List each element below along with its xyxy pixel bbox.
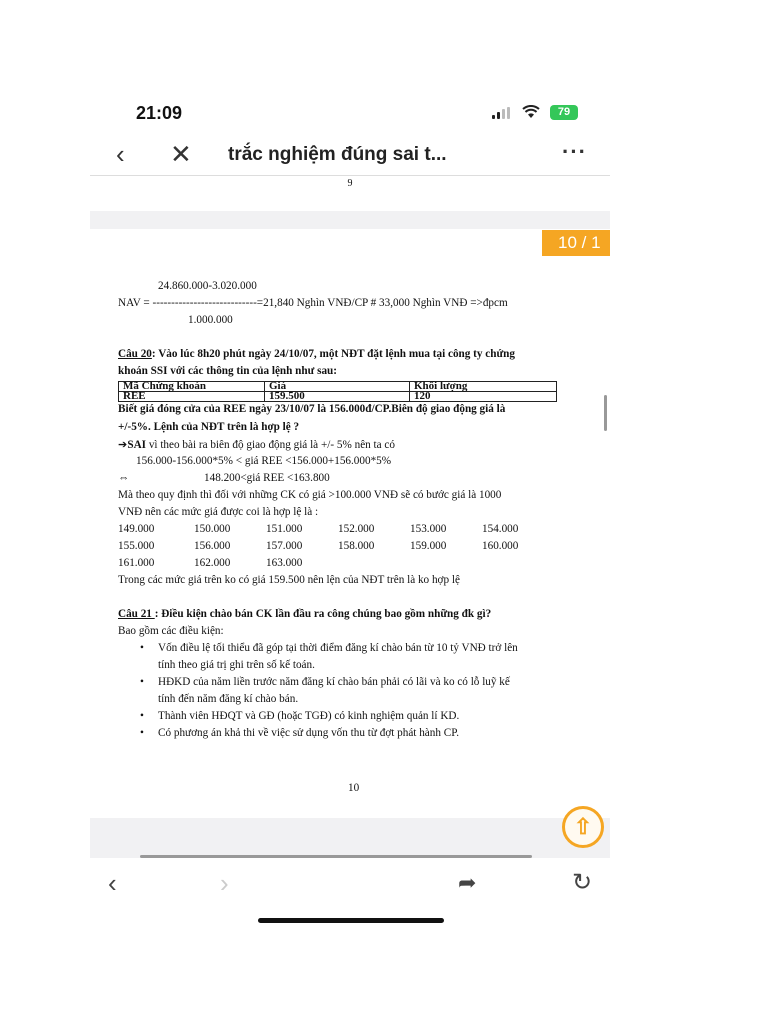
cell-ticker: REE — [119, 392, 265, 402]
scrollbar-thumb[interactable] — [604, 395, 607, 431]
bullet-icon: • — [140, 676, 144, 688]
nav-numerator: 24.860.000-3.020.000 — [158, 280, 257, 292]
table-header-row — [119, 382, 557, 392]
cell-price: 159.500 — [265, 392, 410, 402]
chevron-right-icon[interactable]: › — [220, 868, 229, 898]
price-cell: 162.000 — [194, 557, 231, 569]
price-cell: 154.000 — [482, 523, 519, 535]
header-price: Giá — [265, 382, 410, 392]
phone-screen — [90, 93, 610, 933]
price-cell: 151.000 — [266, 523, 303, 535]
price-cell: 159.000 — [410, 540, 447, 552]
bullet-2-line1: HĐKD của năm liền trước năm đăng kí chào bán phải có lãi và ko có lỗ luỹ kế — [158, 676, 510, 688]
question-20-label: Câu 20 — [118, 348, 152, 360]
question-20-line4: +/-5%. Lệnh của NĐT trên là hợp lệ ? — [118, 421, 300, 433]
home-indicator[interactable] — [258, 918, 444, 923]
question-20-text: : Vào lúc 8h20 phút ngày 24/10/07, một NĐT đặt lệnh mua tại công ty chứng — [151, 348, 515, 360]
nav-formula: NAV = ----------------------------=21,840 Nghìn VNĐ/CP # 33,000 Nghìn VNĐ =>đpcm — [118, 297, 508, 309]
page-indicator-badge: 10 / 1 — [542, 230, 610, 256]
close-icon[interactable]: ✕ — [170, 139, 192, 169]
cell-volume: 120 — [410, 392, 557, 402]
previous-page-bottom — [90, 175, 610, 212]
bullet-4: Có phương án khả thi về việc sử dụng vốn thu từ đợt phát hành CP. — [158, 727, 459, 739]
question-21-text: : Điều kiện chào bán CK lần đầu ra công chúng bao gồm những đk gì? — [154, 608, 492, 620]
bullet-2-line2: tính đến năm đăng kí chào bán. — [158, 693, 299, 705]
answer-line4: Mà theo quy định thì đối với những CK có giá >100.000 VNĐ sẽ có bước giá là 1000 — [118, 489, 502, 501]
price-cell: 163.000 — [266, 557, 303, 569]
answer-line3: 148.200<giá REE <163.800 — [204, 472, 330, 484]
header-volume: Khối lượng — [410, 382, 557, 392]
question-21-label: Câu 21 — [118, 608, 155, 620]
bullet-icon: • — [140, 710, 144, 722]
price-cell: 158.000 — [338, 540, 375, 552]
price-cell: 160.000 — [482, 540, 519, 552]
arrow-icon: ➔ — [118, 439, 128, 451]
bullet-icon: • — [140, 642, 144, 654]
price-cell: 150.000 — [194, 523, 231, 535]
order-table — [118, 381, 557, 402]
question-20-line3: Biết giá đóng cửa của REE ngày 23/10/07 là 156.000đ/CP.Biên độ giao động giá là — [118, 403, 506, 415]
price-cell: 149.000 — [118, 523, 155, 535]
header-ticker: Mã Chứng khoán — [119, 382, 265, 392]
answer-line2: 156.000-156.000*5% < giá REE <156.000+156.000*5% — [136, 455, 392, 467]
page-gap-bottom — [90, 818, 610, 858]
battery-indicator: 79 — [550, 105, 578, 120]
arrow-up-circle-icon[interactable]: ⇧ — [562, 806, 604, 848]
back-icon[interactable]: ‹ — [116, 139, 125, 169]
bullet-icon: • — [140, 727, 144, 739]
share-arrow-icon[interactable]: ➦ — [458, 870, 477, 895]
question-20-line2: khoán SSI với các thông tin của lệnh như sau: — [118, 365, 338, 377]
signal-icon — [492, 107, 512, 119]
bullet-3: Thành viên HĐQT và GĐ (hoặc TGĐ) có kinh nghiệm quản lí KD. — [158, 710, 460, 722]
answer-sai: SAI — [127, 439, 147, 451]
status-bar — [90, 93, 610, 137]
page-number-top: 9 — [347, 178, 353, 189]
table-row — [119, 392, 557, 402]
bullet-1-line1: Vốn điều lệ tối thiểu đã góp tại thời điểm đăng kí chào bán từ 10 tỷ VNĐ trở lên — [158, 642, 518, 654]
answer-line1 — [118, 438, 395, 451]
question-21 — [118, 608, 491, 620]
page-number-bottom: 10 — [348, 782, 360, 794]
document-title: trắc nghiệm đúng sai t... — [228, 144, 447, 165]
answer-line5: VNĐ nên các mức giá được coi là hợp lệ là : — [118, 506, 319, 518]
answer-conclusion: Trong các mức giá trên ko có giá 159.500 nên lện của NĐT trên là ko hợp lệ — [118, 574, 460, 586]
reload-icon[interactable]: ↻ — [572, 869, 593, 896]
chevron-left-icon[interactable]: ‹ — [108, 868, 117, 898]
bullet-1-line2: tính theo giá trị ghi trên số kế toán. — [158, 659, 315, 671]
price-cell: 152.000 — [338, 523, 375, 535]
more-menu-icon[interactable]: ··· — [562, 139, 587, 164]
price-cell: 156.000 — [194, 540, 231, 552]
answer-text: vì theo bài ra biên độ giao động giá là +/- 5% nên ta có — [146, 439, 395, 451]
nav-denominator: 1.000.000 — [188, 314, 233, 326]
question-21-intro: Bao gồm các điều kiện: — [118, 625, 224, 637]
status-time: 21:09 — [136, 103, 183, 123]
price-cell: 153.000 — [410, 523, 447, 535]
page-gap — [90, 211, 610, 229]
price-cell: 161.000 — [118, 557, 155, 569]
question-20 — [118, 348, 515, 360]
price-cell: 155.000 — [118, 540, 155, 552]
price-cell: 157.000 — [266, 540, 303, 552]
wifi-icon — [522, 105, 540, 123]
nav-bar — [90, 137, 610, 175]
equivalent-icon: ⇔ — [118, 472, 130, 484]
